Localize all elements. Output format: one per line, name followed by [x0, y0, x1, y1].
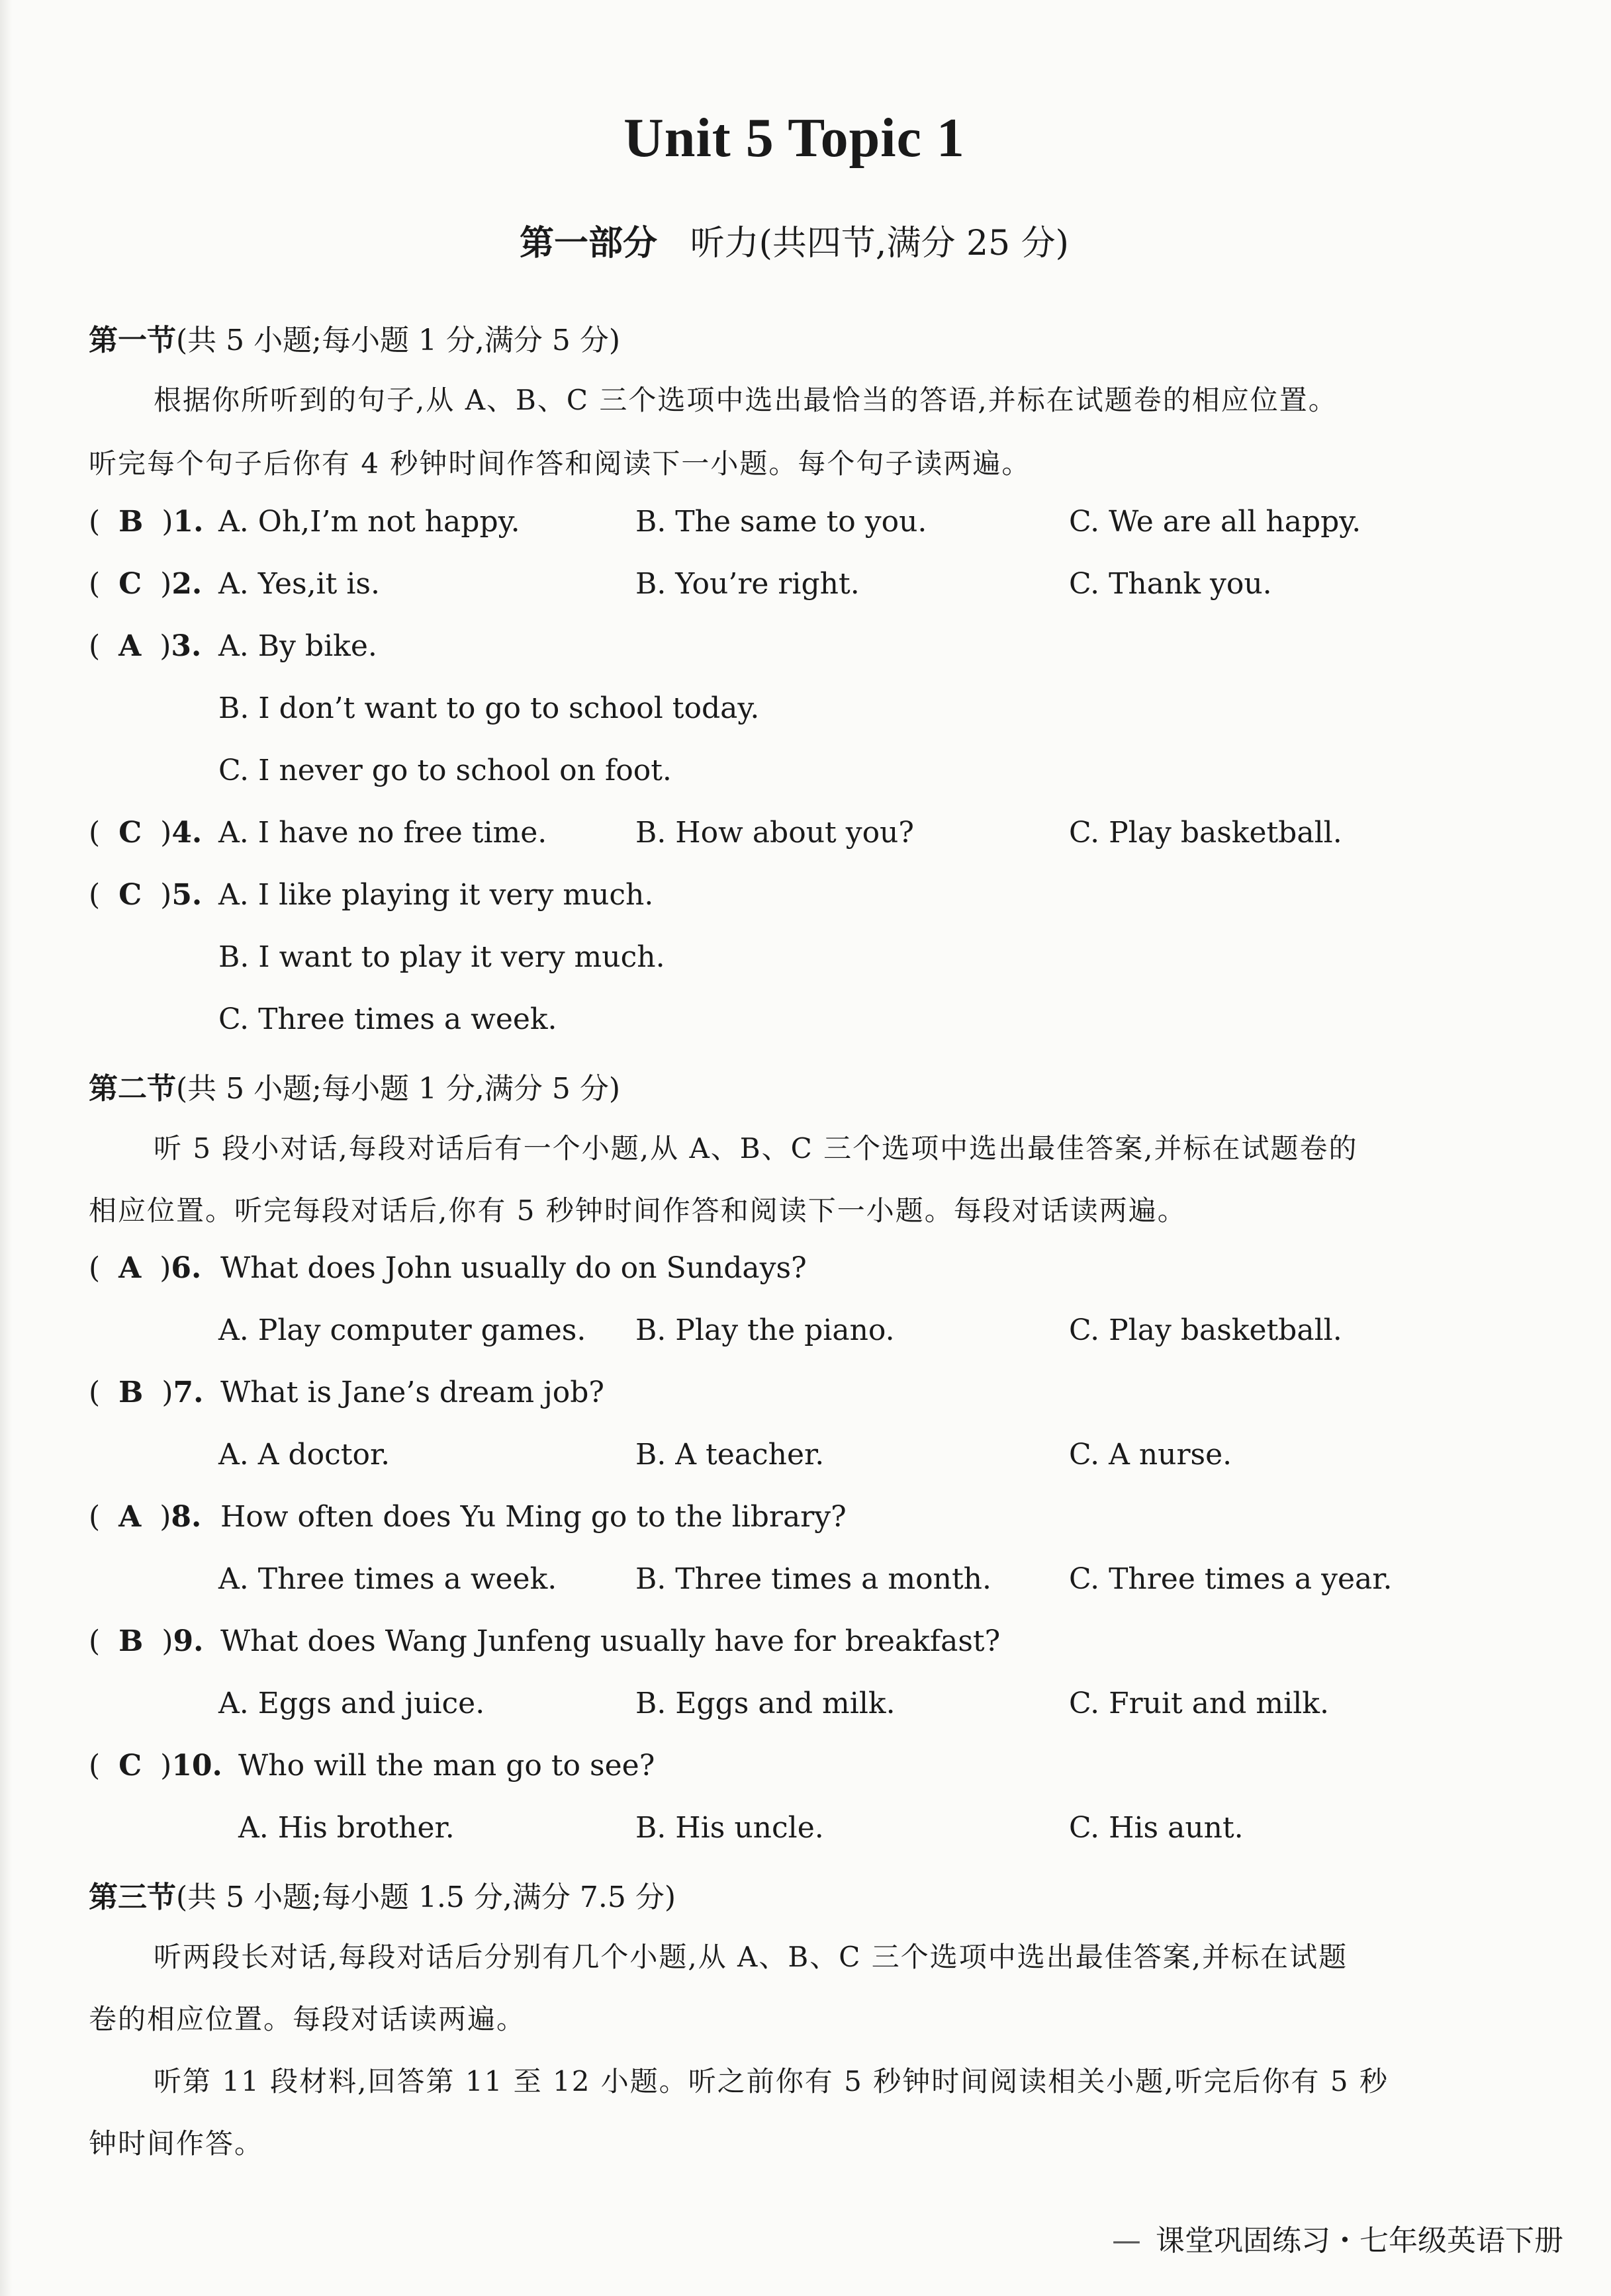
question-10-option-a: A. His brother.: [238, 1811, 455, 1845]
question-10-answer: ( C )10.: [89, 1749, 222, 1783]
question-10-option-c: C. His aunt.: [1069, 1811, 1244, 1845]
question-8-text: How often does Yu Ming go to the library?: [220, 1500, 847, 1534]
question-1-option-c: C. We are all happy.: [1069, 505, 1361, 539]
footer-dash: —: [1112, 2224, 1141, 2258]
question-7-answer: ( B )7.: [89, 1376, 204, 1409]
section-1-heading: 第一节(共 5 小题;每小题 1 分,满分 5 分): [89, 324, 621, 357]
section-3-instruction-4: 钟时间作答。: [89, 2127, 264, 2160]
question-7-option-a: A. A doctor.: [218, 1438, 391, 1472]
page-title: Unit 5 Topic 1: [623, 107, 965, 169]
section-3-instruction-3: 听第 11 段材料,回答第 11 至 12 小题。听之前你有 5 秒钟时间阅读相关小题,听完后你有 5 秒: [154, 2065, 1389, 2097]
question-2-option-c: C. Thank you.: [1069, 567, 1272, 601]
question-5-option-c: C. Three times a week.: [218, 1002, 557, 1036]
question-5-option-a: A. I like playing it very much.: [218, 878, 654, 912]
question-9-option-c: C. Fruit and milk.: [1069, 1687, 1329, 1720]
question-6-option-a: A. Play computer games.: [218, 1313, 586, 1347]
section-3-instruction-1: 听两段长对话,每段对话后分别有几个小题,从 A、B、C 三个选项中选出最佳答案,并标在试题: [154, 1941, 1348, 1973]
question-3-answer: ( A )3.: [89, 629, 202, 663]
section-2-instruction-1: 听 5 段小对话,每段对话后有一个小题,从 A、B、C 三个选项中选出最佳答案,并标在试题卷的: [154, 1132, 1358, 1165]
question-4-option-a: A. I have no free time.: [218, 816, 547, 850]
question-9-text: What does Wang Junfeng usually have for breakfast?: [220, 1624, 1001, 1658]
part-name: 第一部分: [520, 223, 658, 263]
question-5-option-b: B. I want to play it very much.: [218, 940, 665, 974]
question-7-option-c: C. A nurse.: [1069, 1438, 1232, 1472]
question-3-option-a: A. By bike.: [218, 629, 377, 663]
question-8-answer: ( A )8.: [89, 1500, 202, 1534]
section-1-instruction-2: 听完每个句子后你有 4 秒钟时间作答和阅读下一小题。每个句子读两遍。: [89, 447, 1031, 480]
section-3-instruction-2: 卷的相应位置。每段对话读两遍。: [89, 2003, 526, 2035]
question-7-text: What is Jane’s dream job?: [220, 1376, 604, 1409]
question-3-option-c: C. I never go to school on foot.: [218, 754, 672, 787]
question-2-option-a: A. Yes,it is.: [218, 567, 380, 601]
question-1-option-a: A. Oh,I’m not happy.: [218, 505, 520, 539]
section-3-heading: 第三节(共 5 小题;每小题 1.5 分,满分 7.5 分): [89, 1880, 676, 1914]
question-3-option-b: B. I don’t want to go to school today.: [218, 691, 760, 725]
footer-text: 课堂巩固练习・七年级英语下册: [1156, 2224, 1563, 2258]
question-4-option-b: B. How about you?: [635, 816, 914, 850]
question-9-option-a: A. Eggs and juice.: [218, 1687, 485, 1720]
question-8-option-c: C. Three times a year.: [1069, 1562, 1393, 1596]
part-label: 听力(共四节,满分 25 分): [690, 224, 1069, 263]
question-4-option-c: C. Play basketball.: [1069, 816, 1342, 850]
part-heading: [0, 215, 1588, 265]
section-2-instruction-2: 相应位置。听完每段对话后,你有 5 秒钟时间作答和阅读下一小题。每段对话读两遍。: [89, 1194, 1187, 1227]
question-5-answer: ( C )5.: [89, 878, 203, 912]
question-10-text: Who will the man go to see?: [238, 1749, 655, 1783]
question-10-option-b: B. His uncle.: [635, 1811, 824, 1845]
question-6-option-c: C. Play basketball.: [1069, 1313, 1342, 1347]
question-2-answer: ( C )2.: [89, 567, 203, 601]
page-edge-shadow: [0, 0, 12, 2296]
question-6-answer: ( A )6.: [89, 1251, 202, 1285]
section-1-instruction-1: 根据你所听到的句子,从 A、B、C 三个选项中选出最恰当的答语,并标在试题卷的相应位置。: [154, 384, 1338, 416]
question-6-text: What does John usually do on Sundays?: [220, 1251, 807, 1285]
question-4-answer: ( C )4.: [89, 816, 203, 850]
question-1-option-b: B. The same to you.: [635, 505, 927, 539]
question-9-option-b: B. Eggs and milk.: [635, 1687, 896, 1720]
question-9-answer: ( B )9.: [89, 1624, 204, 1658]
question-7-option-b: B. A teacher.: [635, 1438, 825, 1472]
section-2-heading: 第二节(共 5 小题;每小题 1 分,满分 5 分): [89, 1072, 621, 1106]
page-footer: [1112, 2217, 1563, 2259]
question-8-option-a: A. Three times a week.: [218, 1562, 557, 1596]
question-2-option-b: B. You’re right.: [635, 567, 860, 601]
question-1-answer: ( B )1.: [89, 505, 204, 539]
question-8-option-b: B. Three times a month.: [635, 1562, 991, 1596]
question-6-option-b: B. Play the piano.: [635, 1313, 895, 1347]
